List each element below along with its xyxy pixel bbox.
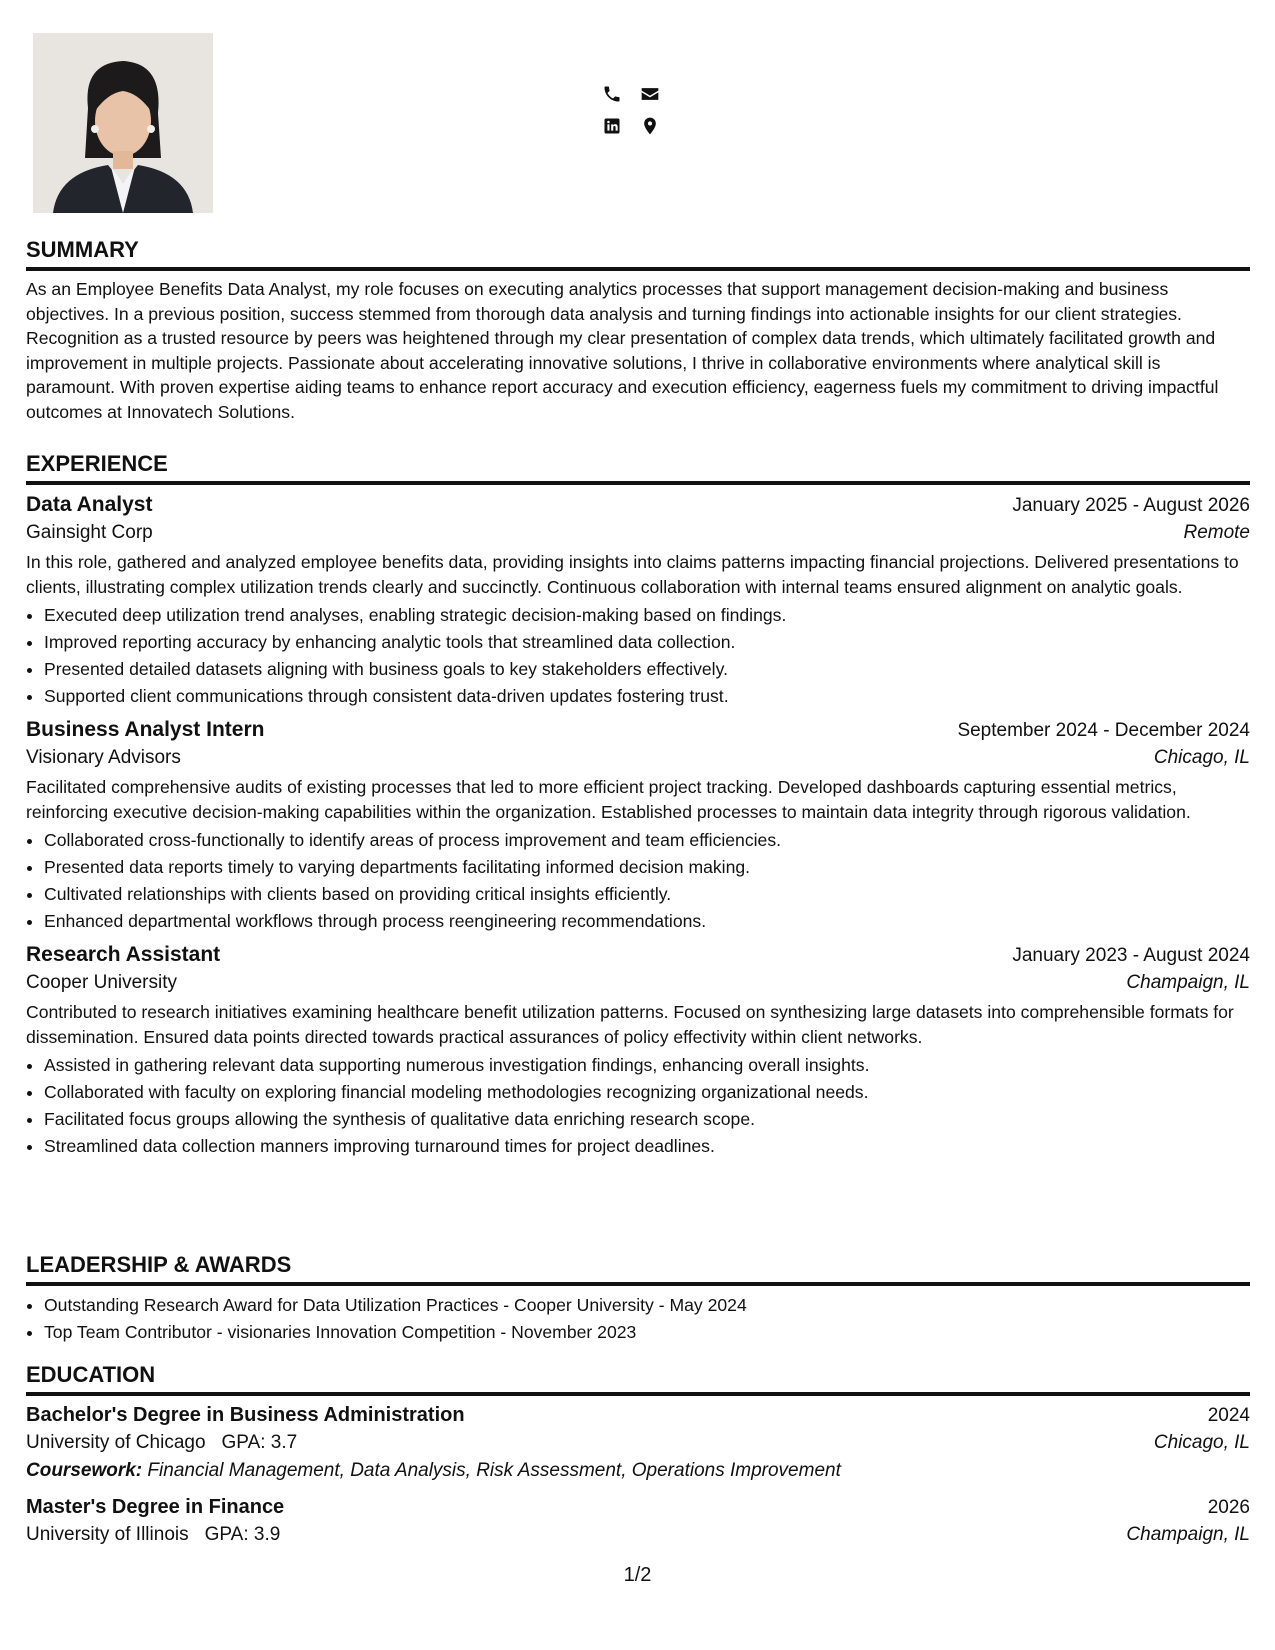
- gpa: GPA: 3.7: [221, 1432, 298, 1453]
- summary-text: As an Employee Benefits Data Analyst, my role focuses on executing analytics processes that support management decision-making and business objectives. In a previous position, success stemmed from thorough data analysis and turning findings into actionable insights for our client strategies. Recognition as a trusted resource by peers was heightened through my clear presentation of complex data trends, which ultimately facilitated growth and improvement in multiple projects. Passionate about accelerating innovative solutions, I thrive in collaborative environments where analytical skill is paramount. With proven expertise aiding teams to enhance report accuracy and execution efficiency, eagerness fuels my commitment to driving impactful outcomes at Innovatech Solutions.: [26, 279, 1219, 422]
- job-title: Research Assistant: [26, 943, 221, 966]
- summary-heading: SUMMARY: [26, 237, 139, 262]
- list-item: • Enhanced departmental workflows through process reengineering recommendations.: [44, 908, 1250, 935]
- job-company: Gainsight Corp: [26, 522, 153, 543]
- section-divider: [26, 267, 1250, 271]
- school-name: University of Chicago: [26, 1432, 206, 1453]
- job-title: Data Analyst: [26, 493, 153, 516]
- section-divider: [26, 1392, 1250, 1396]
- experience-heading: EXPERIENCE: [26, 451, 168, 476]
- list-item: • Collaborated cross-functionally to identify areas of process improvement and team efficiencies.: [44, 827, 1250, 854]
- list-item: • Top Team Contributor - visionaries Innovation Competition - November 2023: [44, 1319, 1250, 1346]
- section-divider: [26, 1282, 1250, 1286]
- coursework: [26, 1460, 1250, 1482]
- job-entry: [26, 493, 1250, 710]
- list-item: • Cultivated relationships with clients based on providing critical insights efficiently.: [44, 881, 1250, 908]
- degree-year: 2026: [1207, 1497, 1250, 1518]
- phone-icon[interactable]: [602, 84, 622, 104]
- job-location: Champaign, IL: [1126, 972, 1250, 993]
- leadership-section: [26, 1252, 1250, 1346]
- job-bullets: [26, 602, 1250, 710]
- list-item: • Presented data reports timely to varying departments facilitating informed decision making.: [44, 854, 1250, 881]
- list-item: • Executed deep utilization trend analyses, enabling strategic decision-making based on findings.: [44, 602, 1250, 629]
- awards-list: [26, 1292, 1250, 1346]
- job-dates: September 2024 - December 2024: [957, 720, 1250, 741]
- education-section: [26, 1362, 1250, 1546]
- coursework-label: Coursework:: [26, 1460, 143, 1481]
- envelope-icon[interactable]: [640, 84, 660, 104]
- list-item: • Streamlined data collection manners improving turnaround times for project deadlines.: [44, 1133, 1250, 1160]
- profile-photo: [33, 33, 213, 213]
- school-line: [26, 1524, 280, 1546]
- linkedin-icon[interactable]: [602, 116, 622, 136]
- section-divider: [26, 481, 1250, 485]
- job-description: Facilitated comprehensive audits of existing processes that led to more efficient project tracking. Developed dashboards capturing essential metrics, reinforcing executive decision-making capabilities within the organization. Established processes to maintain data integrity through rigorous validation.: [26, 777, 1191, 822]
- job-location: Chicago, IL: [1153, 747, 1250, 768]
- list-item: • Outstanding Research Award for Data Utilization Practices - Cooper University - May 2024: [44, 1292, 1250, 1319]
- job-entry: [26, 718, 1250, 935]
- list-item: • Assisted in gathering relevant data supporting numerous investigation findings, enhancing overall insights.: [44, 1052, 1250, 1079]
- school-line: [26, 1432, 297, 1454]
- education-entry: [26, 1404, 1250, 1482]
- list-item: • Supported client communications through consistent data-driven updates fostering trust.: [44, 683, 1250, 710]
- degree-title: Bachelor's Degree in Business Administration: [26, 1404, 465, 1426]
- list-item: • Collaborated with faculty on exploring financial modeling methodologies recognizing organizational needs.: [44, 1079, 1250, 1106]
- leadership-heading: LEADERSHIP & AWARDS: [26, 1252, 292, 1277]
- coursework-list: Financial Management, Data Analysis, Risk Assessment, Operations Improvement: [147, 1460, 841, 1481]
- education-heading: EDUCATION: [26, 1362, 156, 1387]
- map-pin-icon[interactable]: [640, 116, 660, 136]
- contact-icons: [602, 78, 702, 142]
- resume-page: [26, 0, 1250, 1650]
- school-name: University of Illinois: [26, 1524, 189, 1545]
- job-company: Visionary Advisors: [26, 747, 181, 768]
- job-company: Cooper University: [26, 972, 177, 993]
- job-bullets: [26, 1052, 1250, 1160]
- list-item: • Presented detailed datasets aligning with business goals to key stakeholders effectively.: [44, 656, 1250, 683]
- summary-section: [26, 237, 1250, 424]
- page-number: 1/2: [623, 1564, 652, 1586]
- job-description: In this role, gathered and analyzed employee benefits data, providing insights into claims patterns impacting financial projections. Delivered presentations to clients, illustrating complex utilization trends clearly and succinctly. Continuous collaboration with internal teams ensured alignment on analytic goals.: [26, 552, 1239, 597]
- job-bullets: [26, 827, 1250, 935]
- degree-title: Master's Degree in Finance: [26, 1496, 285, 1518]
- education-entry: [26, 1496, 1250, 1546]
- gpa: GPA: 3.9: [204, 1524, 281, 1545]
- job-description: Contributed to research initiatives examining healthcare benefit utilization patterns. Focused on synthesizing large datasets into comprehensible formats for dissemination. Ensured data points directed towards practical assurances of policy effectivity within client networks.: [26, 1002, 1234, 1047]
- job-location: Remote: [1183, 522, 1250, 543]
- job-title: Business Analyst Intern: [26, 718, 265, 741]
- job-dates: January 2023 - August 2024: [1012, 945, 1250, 966]
- list-item: • Facilitated focus groups allowing the synthesis of qualitative data enriching research scope.: [44, 1106, 1250, 1133]
- school-location: Chicago, IL: [1153, 1432, 1250, 1453]
- degree-year: 2024: [1207, 1405, 1250, 1426]
- list-item: • Improved reporting accuracy by enhancing analytic tools that streamlined data collection.: [44, 629, 1250, 656]
- job-entry: [26, 943, 1250, 1160]
- job-dates: January 2025 - August 2026: [1012, 495, 1250, 516]
- experience-section: [26, 451, 1250, 1160]
- school-location: Champaign, IL: [1126, 1524, 1250, 1545]
